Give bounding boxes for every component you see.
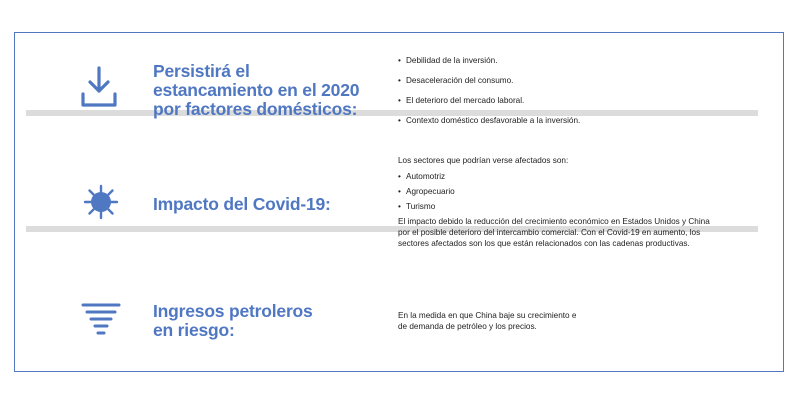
download-icon [79, 64, 123, 113]
covid-paragraph-line: sectores afectados son los que están relacionados con las cadenas productivas. [398, 239, 690, 248]
covid-paragraph-line: por el posible deterioro del intercambio comercial. Con el Covid-19 en aumento, los [398, 228, 701, 237]
list-item: • Turismo [398, 201, 728, 212]
covid-paragraph-line: El impacto debido la reducción del crecimiento económico en Estados Unidos y China [398, 217, 710, 226]
section-title-covid: Impacto del Covid-19: [153, 194, 331, 214]
oil-paragraph-line: En la medida en que China baje su crecimiento e [398, 311, 577, 320]
list-item: • Agropecuario [398, 186, 728, 197]
list-item: • El deterioro del mercado laboral. [398, 95, 728, 106]
list-item: • Automotriz [398, 171, 728, 182]
list-item: • Debilidad de la inversión. [398, 55, 728, 66]
covid-impact-text [398, 155, 728, 249]
oil-paragraph-line: de demanda de petróleo y los precios. [398, 322, 537, 331]
covid-intro: Los sectores que podrían verse afectados son: [398, 156, 569, 165]
section-title-oil-revenue: Ingresos petroleros en riesgo: [153, 301, 313, 340]
oil-revenue-text [398, 310, 728, 332]
section-title-stagnation: Persistirá el estancamiento en el 2020 por factores domésticos: [153, 61, 360, 119]
list-item: • Contexto doméstico desfavorable a la inversión. [398, 115, 728, 126]
list-item: • Desaceleración del consumo. [398, 75, 728, 86]
stagnation-factors-list [398, 55, 728, 135]
virus-icon [83, 184, 119, 225]
funnel-icon [81, 302, 121, 345]
